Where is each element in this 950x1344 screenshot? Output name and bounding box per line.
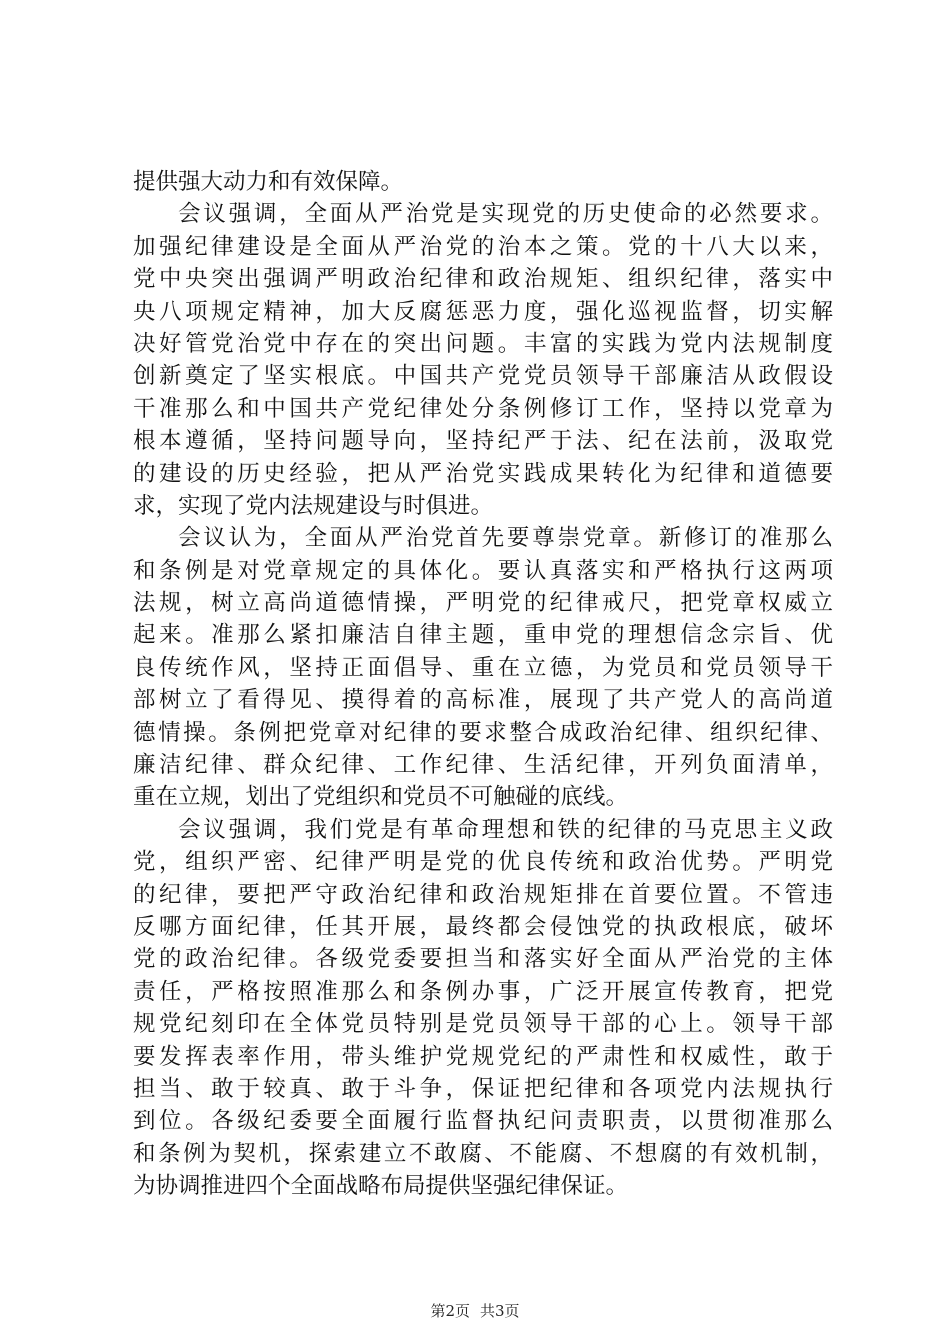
text-line: 起来。准那么紧扣廉洁自律主题，重申党的理想信念宗旨、优 <box>133 622 833 649</box>
text-line: 党中央突出强调严明政治纪律和政治规矩、组织纪律，落实中 <box>133 266 833 293</box>
text-line: 重在立规，划出了党组织和党员不可触碰的底线。 <box>133 784 629 811</box>
text-line: 的建设的历史经验，把从严治党实践成果转化为纪律和道德要 <box>133 460 833 487</box>
text-line: 要发挥表率作用，带头维护党规党纪的严肃性和权威性，敢于 <box>133 1043 833 1070</box>
text-line: 根本遵循，坚持问题导向，坚持纪严于法、纪在法前，汲取党 <box>133 428 833 455</box>
text-line: 为协调推进四个全面战略布局提供坚强纪律保证。 <box>133 1173 629 1200</box>
text-line: 党的政治纪律。各级党委要担当和落实好全面从严治党的主体 <box>133 946 833 973</box>
text-line: 的纪律，要把严守政治纪律和政治规矩排在首要位置。不管违 <box>133 881 833 908</box>
text-line: 会议强调，我们党是有革命理想和铁的纪律的马克思主义政 <box>178 816 833 843</box>
text-line: 决好管党治党中存在的突出问题。丰富的实践为党内法规制度 <box>133 330 833 357</box>
text-line: 干准那么和中国共产党纪律处分条例修订工作，坚持以党章为 <box>133 395 833 422</box>
text-line: 求，实现了党内法规建设与时俱进。 <box>133 492 494 519</box>
text-line: 创新奠定了坚实根底。中国共产党党员领导干部廉洁从政假设 <box>133 363 833 390</box>
text-line: 良传统作风，坚持正面倡导、重在立德，为党员和党员领导干 <box>133 654 833 681</box>
document-body <box>133 166 833 1203</box>
paragraph <box>133 198 833 522</box>
text-line: 责任，严格按照准那么和条例办事，广泛开展宣传教育，把党 <box>133 978 833 1005</box>
text-line: 反哪方面纪律，任其开展，最终都会侵蚀党的执政根底，破坏 <box>133 913 833 940</box>
text-line: 党，组织严密、纪律严明是党的优良传统和政治优势。严明党 <box>133 849 833 876</box>
text-line: 会议强调，全面从严治党是实现党的历史使命的必然要求。 <box>178 201 833 228</box>
page-total: 共3页 <box>480 1302 520 1320</box>
text-line: 廉洁纪律、群众纪律、工作纪律、生活纪律，开列负面清单， <box>133 752 833 779</box>
text-line: 会议认为，全面从严治党首先要尊崇党章。新修订的准那么 <box>178 525 833 552</box>
text-line: 加强纪律建设是全面从严治党的治本之策。党的十八大以来， <box>133 233 833 260</box>
text-line: 和条例是对党章规定的具体化。要认真落实和严格执行这两项 <box>133 557 833 584</box>
text-line: 央八项规定精神，加大反腐惩恶力度，强化巡视监督，切实解 <box>133 298 833 325</box>
text-line: 和条例为契机，探索建立不敢腐、不能腐、不想腐的有效机制， <box>133 1140 833 1167</box>
text-line: 到位。各级纪委要全面履行监督执纪问责职责，以贯彻准那么 <box>133 1108 833 1135</box>
text-line: 提供强大动力和有效保障。 <box>133 169 404 195</box>
paragraph <box>133 166 833 198</box>
text-line: 部树立了看得见、摸得着的高标准，展现了共产党人的高尚道 <box>133 687 833 714</box>
text-line: 规党纪刻印在全体党员特别是党员领导干部的心上。领导干部 <box>133 1011 833 1038</box>
paragraph <box>133 814 833 1203</box>
text-line: 法规，树立高尚道德情操，严明党的纪律戒尺，把党章权威立 <box>133 590 833 617</box>
page-number: 第2页 <box>430 1302 470 1320</box>
page-footer <box>0 1302 950 1320</box>
text-line: 德情操。条例把党章对纪律的要求整合成政治纪律、组织纪律、 <box>133 719 833 746</box>
paragraph <box>133 522 833 814</box>
text-line: 担当、敢于较真、敢于斗争，保证把纪律和各项党内法规执行 <box>133 1075 833 1102</box>
